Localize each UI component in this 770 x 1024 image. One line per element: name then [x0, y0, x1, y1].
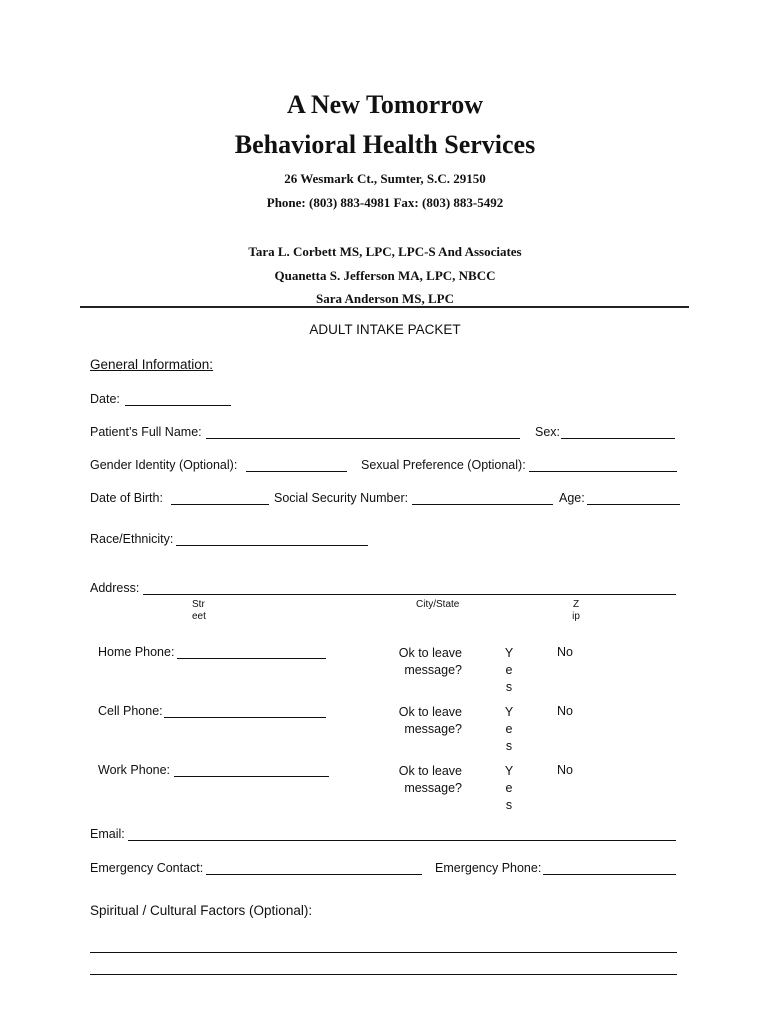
clinic-phone-fax: Phone: (803) 883-4981 Fax: (803) 883-5492 — [266, 195, 504, 210]
dob-field[interactable] — [171, 504, 269, 505]
cell-phone-field[interactable] — [164, 717, 326, 718]
home-ok-to-leave: Ok to leave message? — [398, 646, 462, 677]
work-phone-label: Work Phone: — [98, 763, 171, 777]
work-ok-to-leave: Ok to leave message? — [398, 764, 462, 795]
email-field[interactable] — [128, 840, 676, 841]
address-label: Address: — [90, 581, 140, 595]
spiritual-line-1[interactable] — [90, 952, 677, 953]
sex-label: Sex: — [535, 425, 561, 439]
ssn-field[interactable] — [412, 504, 553, 505]
cell-ok-to-leave: Ok to leave message? — [398, 705, 462, 736]
work-phone-field[interactable] — [174, 776, 329, 777]
emergency-contact-field[interactable] — [206, 874, 422, 875]
staff-line-2: Quanetta S. Jefferson MA, LPC, NBCC — [274, 268, 496, 283]
cell-phone-label: Cell Phone: — [98, 704, 163, 718]
full-name-label: Patient’s Full Name: — [90, 425, 202, 439]
staff-line-3: Sara Anderson MS, LPC — [316, 291, 454, 306]
address-city-state-caption: City/State — [416, 599, 460, 610]
clinic-subtitle: Behavioral Health Services — [234, 130, 536, 159]
gender-identity-label: Gender Identity (Optional): — [90, 458, 238, 472]
form-title: ADULT INTAKE PACKET — [309, 322, 461, 337]
emergency-phone-field[interactable] — [543, 874, 676, 875]
cell-yes-option[interactable]: Yes — [504, 705, 514, 753]
emergency-phone-label: Emergency Phone: — [435, 861, 542, 875]
home-yes-option[interactable]: Yes — [504, 646, 514, 694]
spiritual-line-2[interactable] — [90, 974, 677, 975]
address-zip-caption: Zip — [572, 599, 580, 622]
work-no-option[interactable]: No — [557, 763, 573, 777]
header-divider — [80, 306, 689, 308]
staff-line-1: Tara L. Corbett MS, LPC, LPC-S And Associates — [248, 244, 522, 259]
age-field[interactable] — [587, 504, 680, 505]
work-yes-option[interactable]: Yes — [504, 764, 514, 812]
race-label: Race/Ethnicity: — [90, 532, 174, 546]
emergency-contact-label: Emergency Contact: — [90, 861, 204, 875]
home-no-option[interactable]: No — [557, 645, 573, 659]
ssn-label: Social Security Number: — [274, 491, 409, 505]
email-label: Email: — [90, 827, 125, 841]
spiritual-label: Spiritual / Cultural Factors (Optional): — [90, 903, 313, 918]
dob-label: Date of Birth: — [90, 491, 163, 505]
clinic-name: A New Tomorrow — [287, 90, 483, 119]
address-field[interactable] — [143, 594, 676, 595]
gender-identity-field[interactable] — [246, 471, 347, 472]
race-field[interactable] — [176, 545, 368, 546]
sex-field[interactable] — [561, 438, 675, 439]
home-phone-label: Home Phone: — [98, 645, 175, 659]
age-label: Age: — [559, 491, 585, 505]
clinic-address: 26 Wesmark Ct., Sumter, S.C. 29150 — [284, 171, 486, 186]
full-name-field[interactable] — [206, 438, 520, 439]
sexual-preference-field[interactable] — [529, 471, 677, 472]
section-heading: General Information: — [90, 357, 214, 372]
date-label: Date: — [90, 392, 120, 406]
sexual-preference-label: Sexual Preference (Optional): — [361, 458, 526, 472]
cell-no-option[interactable]: No — [557, 704, 573, 718]
address-street-caption: Street — [192, 599, 206, 622]
date-field[interactable] — [125, 405, 231, 406]
home-phone-field[interactable] — [177, 658, 326, 659]
